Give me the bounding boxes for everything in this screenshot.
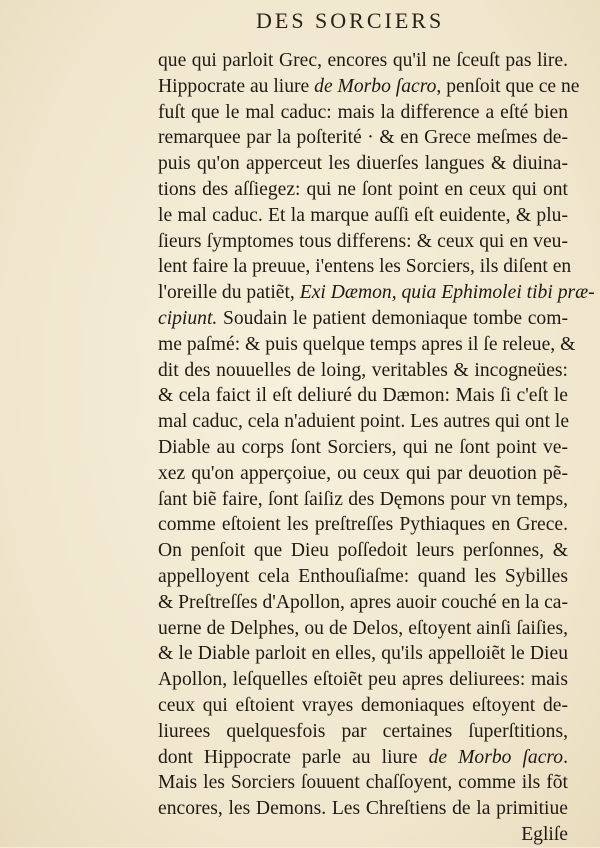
- text-line: puis qu'on apperceut les diuerſes langues & diuina-: [158, 153, 568, 175]
- text-line: le mal caduc. Et la marque auſſi eſt euidente, & plu-: [158, 204, 568, 226]
- text-line: ſieurs ſymptomes tous differens: & ceux qui en veu-: [158, 230, 568, 252]
- text-line: & cela faict il eſt deliuré du Dæmon: Mais ſi c'eſt le: [158, 385, 568, 407]
- text-line: dit des nouuelles de loing, veritables & incogneües:: [158, 359, 568, 381]
- running-title: DES SORCIERS: [256, 8, 445, 33]
- text-line: encores, les Demons. Les Chreſtiens de la primitiue: [158, 798, 568, 820]
- text-line: remarquee par la poſterité · & en Grece meſmes de-: [158, 127, 568, 149]
- text-line: l'oreille du patiẽt, Exi Dæmon, quia Ephimolei tibi præ-: [158, 282, 595, 304]
- text-line: Diable au corps ſont Sorciers, qui ne ſont point ve-: [158, 436, 568, 458]
- text-line: que qui parloit Grec, encores qu'il ne ſceuſt pas lire.: [158, 50, 568, 71]
- text-line: dont Hippocrate parle au liure de Morbo ſacro.: [158, 746, 568, 768]
- text-line: ceux qui eſtoient vrayes demoniaques eſtoyent de-: [158, 694, 568, 716]
- text-line: & Preſtreſſes d'Apollon, apres auoir couché en la ca-: [158, 591, 568, 613]
- text-line: mal caduc, cela n'aduient point. Les autres qui ont le: [158, 411, 570, 433]
- text-line: Hippocrate au liure de Morbo ſacro, penſoit que ce ne: [158, 75, 580, 97]
- text-line: uerne de Delphes, ou de Delos, eſtoyent ainſi ſaiſies,: [158, 617, 568, 639]
- text-line: xez qu'on apperçoiue, ou ceux qui par deuotion pẽ-: [158, 462, 568, 484]
- text-line: fuſt que le mal caduc: mais la difference a eſté bien: [158, 101, 568, 123]
- text-line: me paſmé: & puis quelque temps apres il ſe releue, &: [158, 333, 576, 355]
- text-line: Apollon, leſquelles eſtoiẽt peu apres deliurees: mais: [158, 669, 568, 691]
- text-line: lent faire la preuue, i'entens les Sorciers, ils diſent en: [158, 256, 572, 278]
- text-line: ſant biẽ faire, ſont ſaiſiz des Dęmons pour vn temps,: [158, 488, 568, 510]
- text-line: On penſoit que Dieu poſſedoit leurs perſonnes, &: [158, 540, 568, 562]
- text-line: cipiunt. Soudain le patient demoniaque tombe com-: [158, 307, 568, 329]
- text-line: Mais les Sorciers ſouuent chaſſoyent, comme ils fõt: [158, 772, 568, 794]
- text-line: tions des aſſiegez: qui ne ſont point en ceux qui ont: [158, 178, 568, 200]
- text-line: & le Diable parloit en elles, qu'ils appelloiẽt le Dieu: [158, 643, 568, 665]
- text-line: liurees quelquesfois par certaines ſuperſtitions,: [158, 720, 568, 742]
- text-line: comme eſtoient les preſtreſſes Pythiaques en Grece.: [158, 514, 568, 536]
- catchword: Egliſe: [521, 823, 568, 845]
- text-line: appelloyent cela Enthouſiaſme: quand les Sybilles: [158, 565, 568, 587]
- body-text: [158, 48, 595, 848]
